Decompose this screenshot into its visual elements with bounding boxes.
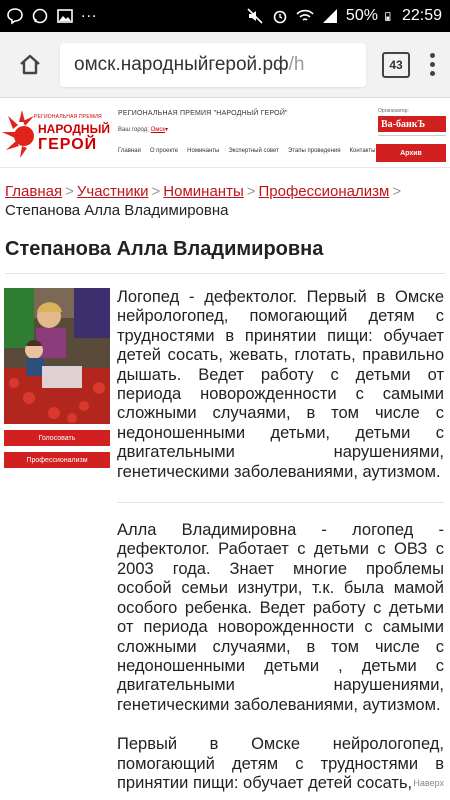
overflow-notifications: ...: [81, 4, 98, 21]
nav-item-nominees[interactable]: Номинанты: [187, 148, 220, 154]
breadcrumb-separator: >: [151, 183, 161, 200]
nominee-sidebar: [4, 288, 110, 468]
breadcrumb: [0, 168, 450, 220]
nav-item-expert-council[interactable]: Экспертный совет: [228, 148, 279, 154]
header-title: РЕГИОНАЛЬНАЯ ПРЕМИЯ "НАРОДНЫЙ ГЕРОЙ": [118, 110, 288, 117]
logo-subtitle: РЕГИОНАЛЬНАЯ ПРЕМИЯ: [34, 114, 102, 120]
divider: [5, 273, 445, 274]
nominee-description: [117, 288, 444, 800]
nav-item-contacts[interactable]: Контакты: [349, 148, 376, 154]
gallery-icon: [56, 7, 74, 25]
page-title: Степанова Алла Владимировна: [5, 238, 324, 260]
organizer-label: Организатор:: [378, 108, 409, 114]
organizer-logo[interactable]: Ва-банкЪ: [378, 116, 446, 132]
menu-dot: [430, 53, 435, 58]
breadcrumb-professionalism[interactable]: Профессионализм: [258, 183, 390, 200]
nav-item-stages[interactable]: Этапы проведения: [287, 148, 341, 154]
mute-icon: [246, 7, 264, 25]
back-to-top-link[interactable]: Наверх: [413, 778, 444, 788]
browser-toolbar: [0, 32, 450, 98]
description-paragraph: Логопед - дефектолог. Первый в Омске нейрологопед, помогающий детям с трудностями в принятии пищи: обучает детей сосать, жевать, глотать, правильно дышать. Ведет работу с детьми от периода новорожденности с самыми сложными случаями, в том числе с недоношенными детьми, детьми с двигательными нарушениями, генетическими заболеваниями, аутизмом.: [117, 288, 444, 481]
breadcrumb-nominees[interactable]: Номинанты: [163, 183, 244, 200]
logo-line-2: ГЕРОЙ: [38, 136, 98, 153]
divider: [378, 135, 446, 136]
viber-icon: [6, 7, 24, 25]
alarm-icon: [271, 7, 289, 25]
whatsapp-icon: [31, 7, 49, 25]
city-arrow: ▾: [165, 127, 169, 133]
wifi-icon: [296, 7, 314, 25]
archive-button[interactable]: Архив: [376, 144, 446, 162]
url-path: /h: [288, 53, 305, 75]
menu-dot: [430, 71, 435, 76]
browser-menu-button[interactable]: [422, 53, 442, 76]
clock: 22:59: [401, 7, 442, 24]
nominee-photo: [4, 288, 110, 424]
menu-dot: [430, 62, 435, 67]
url-host: омск.народныйгерой.рф: [74, 53, 289, 75]
vote-button[interactable]: Голосовать: [4, 430, 110, 446]
main-content: [0, 288, 450, 800]
description-paragraph: Алла Владимировна - логопед - дефектолог. Работает с детьми с ОВЗ с 2003 года. Знает многие проблемы особой семьи изнутри, т.к. была мамой особого ребенка. Ведет работу с детьми от периода новорожденности с самыми сложными случаями, в том числе с недоношенными детьми , детьми с двигательными нарушениями, генетическими заболеваниями, аутизмом.: [117, 521, 444, 714]
logo-line-1: НАРОДНЫЙ: [38, 122, 110, 136]
signal-icon: [321, 7, 339, 25]
status-bar: [0, 0, 450, 32]
city-link[interactable]: Омск: [150, 127, 166, 133]
address-bar[interactable]: [60, 43, 366, 87]
breadcrumb-current: Степанова Алла Владимировна: [5, 202, 229, 219]
category-button[interactable]: Профессионализм: [4, 452, 110, 468]
breadcrumb-home[interactable]: Главная: [5, 183, 63, 200]
home-icon: [17, 52, 43, 78]
site-header: [0, 98, 450, 168]
description-paragraph: Первый в Омске нейрологопед, помогающий детям с трудностями в принятии пищи: обучает детей сосать,: [117, 735, 444, 792]
nav-item-home[interactable]: Главная: [118, 148, 141, 154]
sun-logo-icon: [2, 102, 42, 162]
battery-icon: [385, 7, 395, 25]
home-button[interactable]: [12, 47, 48, 83]
nav-item-about[interactable]: О проекте: [149, 148, 179, 154]
main-nav: [118, 148, 375, 154]
breadcrumb-separator: >: [65, 183, 74, 200]
breadcrumb-separator: >: [392, 183, 402, 200]
breadcrumb-participants[interactable]: Участники: [76, 183, 149, 200]
breadcrumb-separator: >: [246, 183, 256, 200]
divider: [117, 502, 444, 503]
city-selector: [118, 126, 168, 133]
tab-switcher-button[interactable]: 43: [382, 52, 410, 78]
battery-percent: 50%: [345, 7, 378, 24]
site-logo[interactable]: [2, 102, 112, 166]
city-label: Ваш город:: [118, 127, 149, 133]
